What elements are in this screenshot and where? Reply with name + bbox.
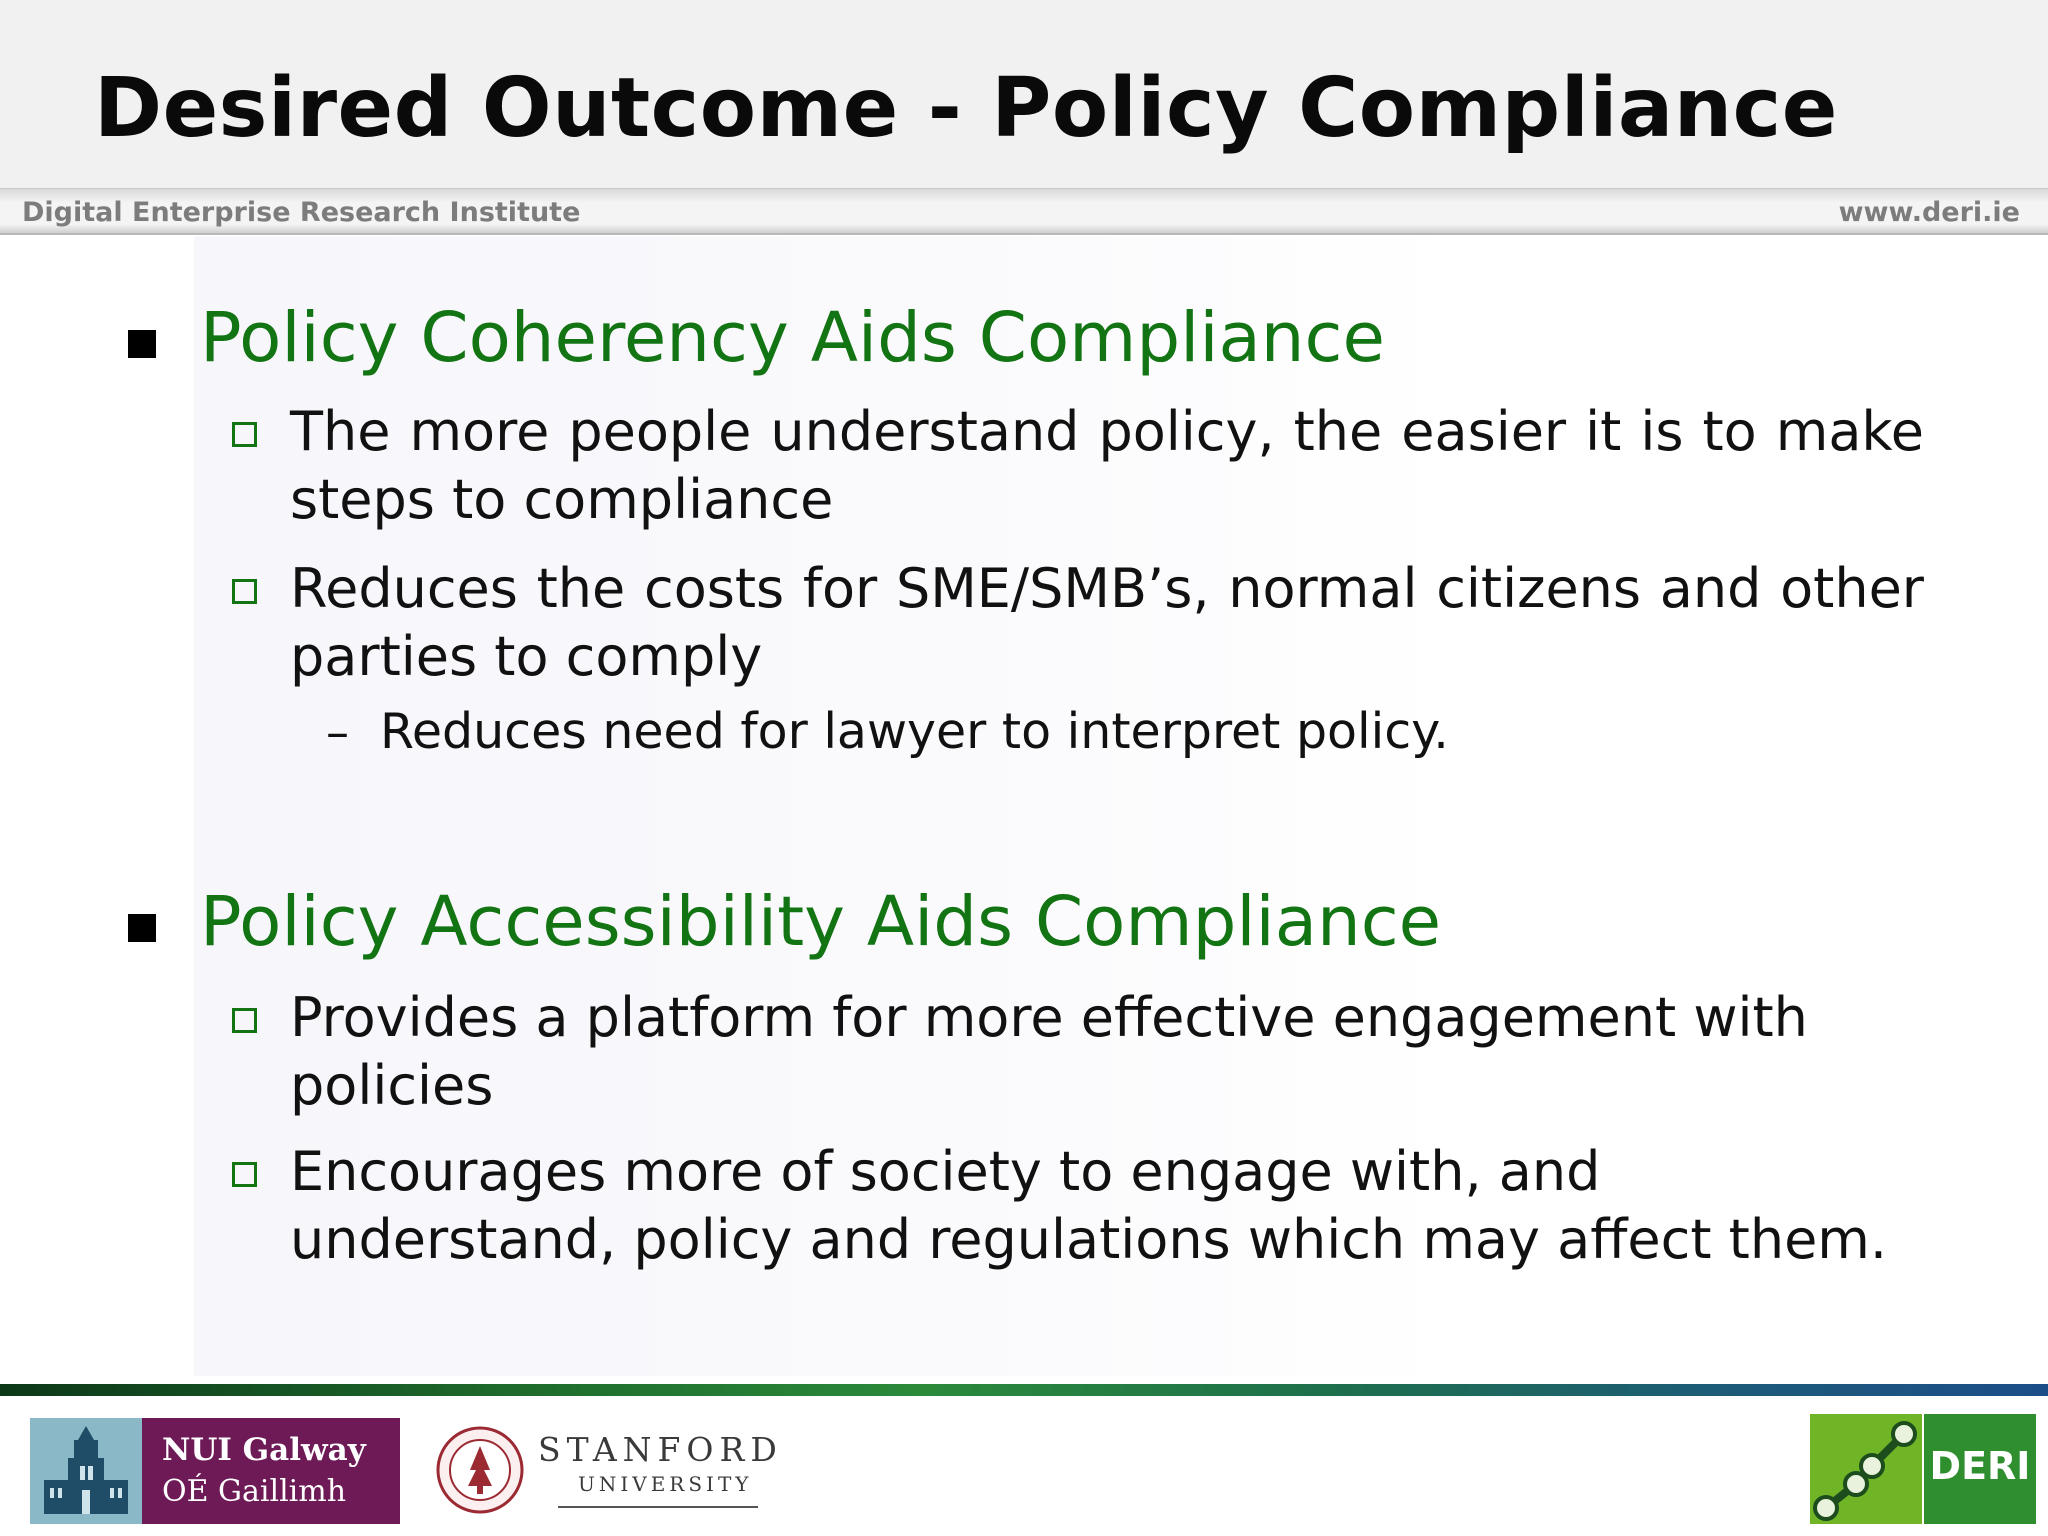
nui-name: NUI Galway [162, 1432, 366, 1468]
section-heading-row [0, 298, 2000, 378]
stanford-name: STANFORD [538, 1430, 783, 1469]
section-heading: Policy Accessibility Aids Compliance [200, 882, 1442, 962]
title-band [0, 0, 2048, 188]
section-heading-row [0, 882, 2000, 962]
list-item [0, 984, 2000, 1120]
slide-title: Desired Outcome - Policy Compliance [94, 61, 1838, 156]
footer-stripe [0, 1384, 2048, 1396]
stanford-logo [428, 1422, 788, 1522]
list-item [0, 1138, 2000, 1274]
square-bullet-icon [128, 914, 156, 942]
hollow-square-bullet-icon [232, 1008, 257, 1033]
section-heading: Policy Coherency Aids Compliance [200, 298, 1385, 378]
institute-name: Digital Enterprise Research Institute [22, 197, 581, 228]
hollow-square-bullet-icon [232, 1162, 257, 1187]
sub-list-item-text: Reduces need for lawyer to interpret policy. [380, 703, 1449, 760]
list-item-text: The more people understand policy, the easier it is to make steps to compliance [290, 400, 1924, 531]
list-item [0, 555, 2000, 691]
deri-logo [1810, 1414, 2036, 1524]
header-bar [0, 188, 2048, 235]
stanford-rule [558, 1506, 758, 1508]
deri-wordmark: DERI [1929, 1444, 2031, 1488]
list-item-text: Reduces the costs for SME/SMB’s, normal citizens and other parties to comply [290, 557, 1924, 688]
nui-irish-name: OÉ Gaillimh [162, 1474, 347, 1509]
list-item-text: Provides a platform for more effective engagement with policies [290, 986, 1808, 1117]
stanford-subtitle: UNIVERSITY [578, 1472, 753, 1496]
sub-list-item [0, 702, 2000, 762]
dash-bullet-icon: – [326, 705, 349, 759]
deri-graph-icon [1810, 1414, 1922, 1524]
footer [0, 1396, 2048, 1536]
list-item [0, 398, 2000, 534]
nui-tower-icon [30, 1418, 142, 1524]
site-url: www.deri.ie [1838, 197, 2020, 228]
list-item-text: Encourages more of society to engage with, and understand, policy and regulations which may affect them. [290, 1140, 1888, 1271]
hollow-square-bullet-icon [232, 422, 257, 447]
nui-galway-logo [30, 1418, 400, 1524]
hollow-square-bullet-icon [232, 579, 257, 604]
stanford-seal-icon [434, 1424, 526, 1516]
square-bullet-icon [128, 330, 156, 358]
